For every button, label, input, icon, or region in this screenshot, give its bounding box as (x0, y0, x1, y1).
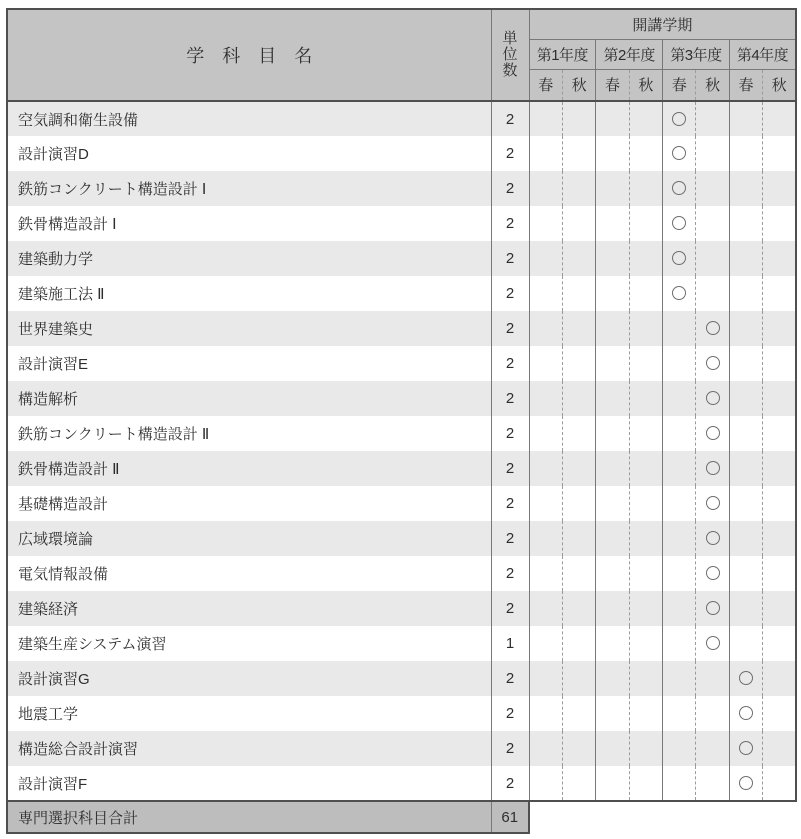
semester-cell (596, 696, 629, 731)
semester-cell (529, 556, 562, 591)
semester-cell (663, 451, 696, 486)
semester-cell (696, 766, 729, 801)
semester-cell (629, 101, 662, 136)
semester-cell (529, 626, 562, 661)
offered-mark-circle-icon (706, 496, 720, 510)
semester-cell (729, 521, 762, 556)
semester-cell (596, 626, 629, 661)
semester-cell (596, 136, 629, 171)
semester-cell (763, 346, 796, 381)
semester-cell (629, 276, 662, 311)
year-2-header: 第2年度 (596, 39, 663, 69)
semester-cell (729, 241, 762, 276)
semester-cell (529, 101, 562, 136)
semester-cell (529, 451, 562, 486)
semester-cell (729, 626, 762, 661)
semester-cell (729, 661, 762, 696)
semester-cell (729, 381, 762, 416)
table-row (7, 241, 796, 276)
semester-cell (763, 731, 796, 766)
semester-cell (629, 311, 662, 346)
semester-cell (763, 206, 796, 241)
semester-cell (596, 661, 629, 696)
credits-cell: 2 (491, 766, 529, 801)
semester-cell (663, 591, 696, 626)
semester-cell (729, 451, 762, 486)
course-name-cell: 建築動力学 (7, 241, 491, 276)
credits-label-char: 単 (502, 29, 518, 47)
semester-cell (629, 171, 662, 206)
credits-cell: 2 (491, 556, 529, 591)
semester-cell (729, 346, 762, 381)
semester-cell (562, 591, 595, 626)
semester-cell (629, 626, 662, 661)
credits-cell: 2 (491, 206, 529, 241)
semester-cell (529, 731, 562, 766)
semester-cell (629, 661, 662, 696)
semester-cell (596, 241, 629, 276)
semester-cell (562, 171, 595, 206)
semester-cell (529, 136, 562, 171)
semester-cell (696, 521, 729, 556)
table-row (7, 486, 796, 521)
table-row (7, 696, 796, 731)
credits-cell: 2 (491, 136, 529, 171)
semester-cell (562, 661, 595, 696)
semester-cell (663, 626, 696, 661)
semester-cell (562, 241, 595, 276)
credits-cell: 2 (491, 416, 529, 451)
table-row (7, 521, 796, 556)
term-header-fall: 秋 (763, 69, 796, 101)
semester-cell (663, 206, 696, 241)
semester-cell (696, 661, 729, 696)
semester-cell (763, 416, 796, 451)
semester-cell (763, 451, 796, 486)
semester-cell (596, 521, 629, 556)
offered-mark-circle-icon (672, 286, 686, 300)
table-row (7, 451, 796, 486)
semester-cell (696, 276, 729, 311)
semester-cell (663, 241, 696, 276)
offered-mark-circle-icon (706, 566, 720, 580)
offered-mark-circle-icon (706, 356, 720, 370)
table-row (7, 276, 796, 311)
total-label: 専門選択科目合計 (7, 801, 491, 833)
semester-cell (696, 381, 729, 416)
semester-cell (696, 731, 729, 766)
semester-cell (696, 136, 729, 171)
footer-spacer (529, 801, 796, 833)
semester-cell (629, 346, 662, 381)
semester-cell (562, 451, 595, 486)
semester-cell (696, 591, 729, 626)
table-row (7, 416, 796, 451)
credits-cell: 2 (491, 346, 529, 381)
semester-cell (529, 206, 562, 241)
semester-cell (596, 486, 629, 521)
credits-cell: 2 (491, 276, 529, 311)
semester-cell (562, 311, 595, 346)
semester-cell (629, 381, 662, 416)
semester-cell (696, 626, 729, 661)
semester-cell (696, 556, 729, 591)
semester-cell (696, 171, 729, 206)
semester-cell (529, 311, 562, 346)
course-name-cell: 鉄骨構造設計 Ⅰ (7, 206, 491, 241)
offered-mark-circle-icon (706, 531, 720, 545)
total-row (7, 801, 796, 833)
semester-cell (629, 416, 662, 451)
semester-cell (562, 766, 595, 801)
semester-cell (596, 381, 629, 416)
credits-cell: 1 (491, 626, 529, 661)
semester-cell (729, 206, 762, 241)
semester-cell (663, 136, 696, 171)
semester-cell (529, 276, 562, 311)
table-row (7, 591, 796, 626)
semester-cell (663, 276, 696, 311)
semester-cell (763, 626, 796, 661)
offered-mark-circle-icon (739, 741, 753, 755)
semester-cell (529, 241, 562, 276)
semester-cell (562, 206, 595, 241)
semester-cell (529, 591, 562, 626)
semester-cell (596, 591, 629, 626)
table-row (7, 731, 796, 766)
semester-cell (663, 171, 696, 206)
semester-cell (696, 451, 729, 486)
offered-mark-circle-icon (672, 181, 686, 195)
course-name-cell: 基礎構造設計 (7, 486, 491, 521)
semester-cell (663, 346, 696, 381)
semester-cell (629, 521, 662, 556)
course-name-cell: 構造総合設計演習 (7, 731, 491, 766)
semester-cell (596, 416, 629, 451)
semester-cell (663, 696, 696, 731)
semester-cell (529, 381, 562, 416)
semester-cell (663, 416, 696, 451)
offered-mark-circle-icon (706, 461, 720, 475)
semester-cell (663, 556, 696, 591)
semester-cell (696, 346, 729, 381)
semester-cell (696, 416, 729, 451)
table-row (7, 556, 796, 591)
course-name-cell: 地震工学 (7, 696, 491, 731)
table-row (7, 311, 796, 346)
semester-cell (596, 766, 629, 801)
semester-group-header: 開講学期 (529, 9, 796, 39)
year-4-header: 第4年度 (729, 39, 796, 69)
course-name-cell: 建築生産システム演習 (7, 626, 491, 661)
credits-cell: 2 (491, 591, 529, 626)
semester-cell (629, 696, 662, 731)
semester-cell (562, 346, 595, 381)
semester-cell (596, 206, 629, 241)
course-name-cell: 空気調和衛生設備 (7, 101, 491, 136)
semester-cell (596, 556, 629, 591)
semester-cell (729, 276, 762, 311)
course-name-cell: 設計演習G (7, 661, 491, 696)
semester-cell (663, 661, 696, 696)
semester-cell (629, 591, 662, 626)
offered-mark-circle-icon (739, 706, 753, 720)
semester-cell (763, 556, 796, 591)
course-name-cell: 鉄骨構造設計 Ⅱ (7, 451, 491, 486)
semester-cell (763, 696, 796, 731)
offered-mark-circle-icon (739, 671, 753, 685)
semester-cell (562, 101, 595, 136)
table-row (7, 136, 796, 171)
semester-cell (596, 451, 629, 486)
semester-cell (629, 451, 662, 486)
course-name-cell: 電気情報設備 (7, 556, 491, 591)
semester-cell (663, 731, 696, 766)
table-header (7, 9, 796, 101)
semester-cell (529, 346, 562, 381)
credits-label-char: 位 (502, 45, 518, 63)
semester-cell (529, 486, 562, 521)
course-name-cell: 世界建築史 (7, 311, 491, 346)
semester-cell (629, 136, 662, 171)
semester-cell (763, 276, 796, 311)
semester-cell (729, 486, 762, 521)
semester-cell (763, 486, 796, 521)
year-1-header: 第1年度 (529, 39, 596, 69)
table-row (7, 661, 796, 696)
semester-cell (663, 486, 696, 521)
semester-cell (629, 206, 662, 241)
credits-cell: 2 (491, 661, 529, 696)
table-row (7, 171, 796, 206)
credits-cell: 2 (491, 101, 529, 136)
semester-cell (696, 241, 729, 276)
semester-cell (562, 136, 595, 171)
semester-cell (663, 311, 696, 346)
offered-mark-circle-icon (739, 776, 753, 790)
semester-cell (729, 696, 762, 731)
semester-cell (729, 591, 762, 626)
credits-column-header (491, 9, 529, 101)
offered-mark-circle-icon (706, 321, 720, 335)
semester-cell (562, 556, 595, 591)
semester-cell (562, 626, 595, 661)
semester-cell (562, 416, 595, 451)
semester-cell (696, 486, 729, 521)
semester-cell (729, 416, 762, 451)
term-header-spring: 春 (729, 69, 762, 101)
semester-cell (596, 101, 629, 136)
semester-cell (562, 731, 595, 766)
term-header-spring: 春 (663, 69, 696, 101)
semester-cell (596, 311, 629, 346)
semester-cell (729, 556, 762, 591)
semester-cell (763, 381, 796, 416)
semester-cell (763, 661, 796, 696)
offered-mark-circle-icon (672, 251, 686, 265)
semester-cell (763, 171, 796, 206)
semester-cell (763, 136, 796, 171)
semester-cell (729, 171, 762, 206)
semester-cell (562, 696, 595, 731)
credits-cell: 2 (491, 451, 529, 486)
semester-cell (529, 521, 562, 556)
semester-cell (729, 101, 762, 136)
course-name-cell: 設計演習F (7, 766, 491, 801)
semester-cell (763, 311, 796, 346)
semester-cell (696, 696, 729, 731)
course-name-cell: 建築施工法 Ⅱ (7, 276, 491, 311)
semester-cell (696, 206, 729, 241)
table-body (7, 101, 796, 801)
credits-cell: 2 (491, 696, 529, 731)
course-name-cell: 鉄筋コンクリート構造設計 Ⅱ (7, 416, 491, 451)
course-name-cell: 建築経済 (7, 591, 491, 626)
table-row (7, 381, 796, 416)
course-name-cell: 構造解析 (7, 381, 491, 416)
table-row (7, 626, 796, 661)
table-row (7, 101, 796, 136)
semester-cell (696, 101, 729, 136)
semester-cell (663, 521, 696, 556)
credits-cell: 2 (491, 486, 529, 521)
semester-cell (596, 346, 629, 381)
semester-cell (562, 486, 595, 521)
semester-cell (729, 731, 762, 766)
credits-cell: 2 (491, 381, 529, 416)
semester-cell (663, 381, 696, 416)
course-name-cell: 設計演習D (7, 136, 491, 171)
semester-cell (629, 556, 662, 591)
semester-cell (663, 101, 696, 136)
credits-cell: 2 (491, 171, 529, 206)
semester-cell (562, 381, 595, 416)
semester-cell (529, 416, 562, 451)
course-name-cell: 広域環境論 (7, 521, 491, 556)
course-name-cell: 鉄筋コンクリート構造設計 Ⅰ (7, 171, 491, 206)
offered-mark-circle-icon (706, 601, 720, 615)
term-header-fall: 秋 (562, 69, 595, 101)
semester-cell (529, 661, 562, 696)
total-credits-value: 61 (491, 801, 529, 833)
semester-cell (729, 311, 762, 346)
semester-cell (529, 696, 562, 731)
semester-cell (629, 241, 662, 276)
semester-cell (529, 766, 562, 801)
semester-cell (663, 766, 696, 801)
semester-cell (562, 276, 595, 311)
semester-cell (763, 766, 796, 801)
offered-mark-circle-icon (672, 112, 686, 126)
year-3-header: 第3年度 (663, 39, 730, 69)
credits-cell: 2 (491, 311, 529, 346)
course-name-column-header: 学 科 目 名 (7, 9, 491, 101)
credits-vertical-label (492, 31, 529, 80)
semester-cell (629, 731, 662, 766)
term-header-spring: 春 (529, 69, 562, 101)
semester-cell (763, 521, 796, 556)
semester-cell (629, 766, 662, 801)
semester-cell (562, 521, 595, 556)
offered-mark-circle-icon (672, 146, 686, 160)
semester-cell (629, 486, 662, 521)
term-header-fall: 秋 (629, 69, 662, 101)
credits-cell: 2 (491, 731, 529, 766)
curriculum-table (6, 8, 797, 834)
course-name-cell: 設計演習E (7, 346, 491, 381)
table-row (7, 206, 796, 241)
term-header-spring: 春 (596, 69, 629, 101)
semester-cell (596, 731, 629, 766)
offered-mark-circle-icon (672, 216, 686, 230)
semester-cell (729, 766, 762, 801)
offered-mark-circle-icon (706, 636, 720, 650)
semester-cell (763, 241, 796, 276)
term-header-fall: 秋 (696, 69, 729, 101)
semester-cell (763, 101, 796, 136)
table-footer (7, 801, 796, 833)
credits-cell: 2 (491, 521, 529, 556)
credits-cell: 2 (491, 241, 529, 276)
offered-mark-circle-icon (706, 426, 720, 440)
semester-cell (696, 311, 729, 346)
semester-cell (529, 171, 562, 206)
table-row (7, 766, 796, 801)
table-row (7, 346, 796, 381)
semester-cell (596, 276, 629, 311)
semester-cell (763, 591, 796, 626)
offered-mark-circle-icon (706, 391, 720, 405)
semester-cell (596, 171, 629, 206)
semester-cell (729, 136, 762, 171)
credits-label-char: 数 (502, 62, 518, 80)
